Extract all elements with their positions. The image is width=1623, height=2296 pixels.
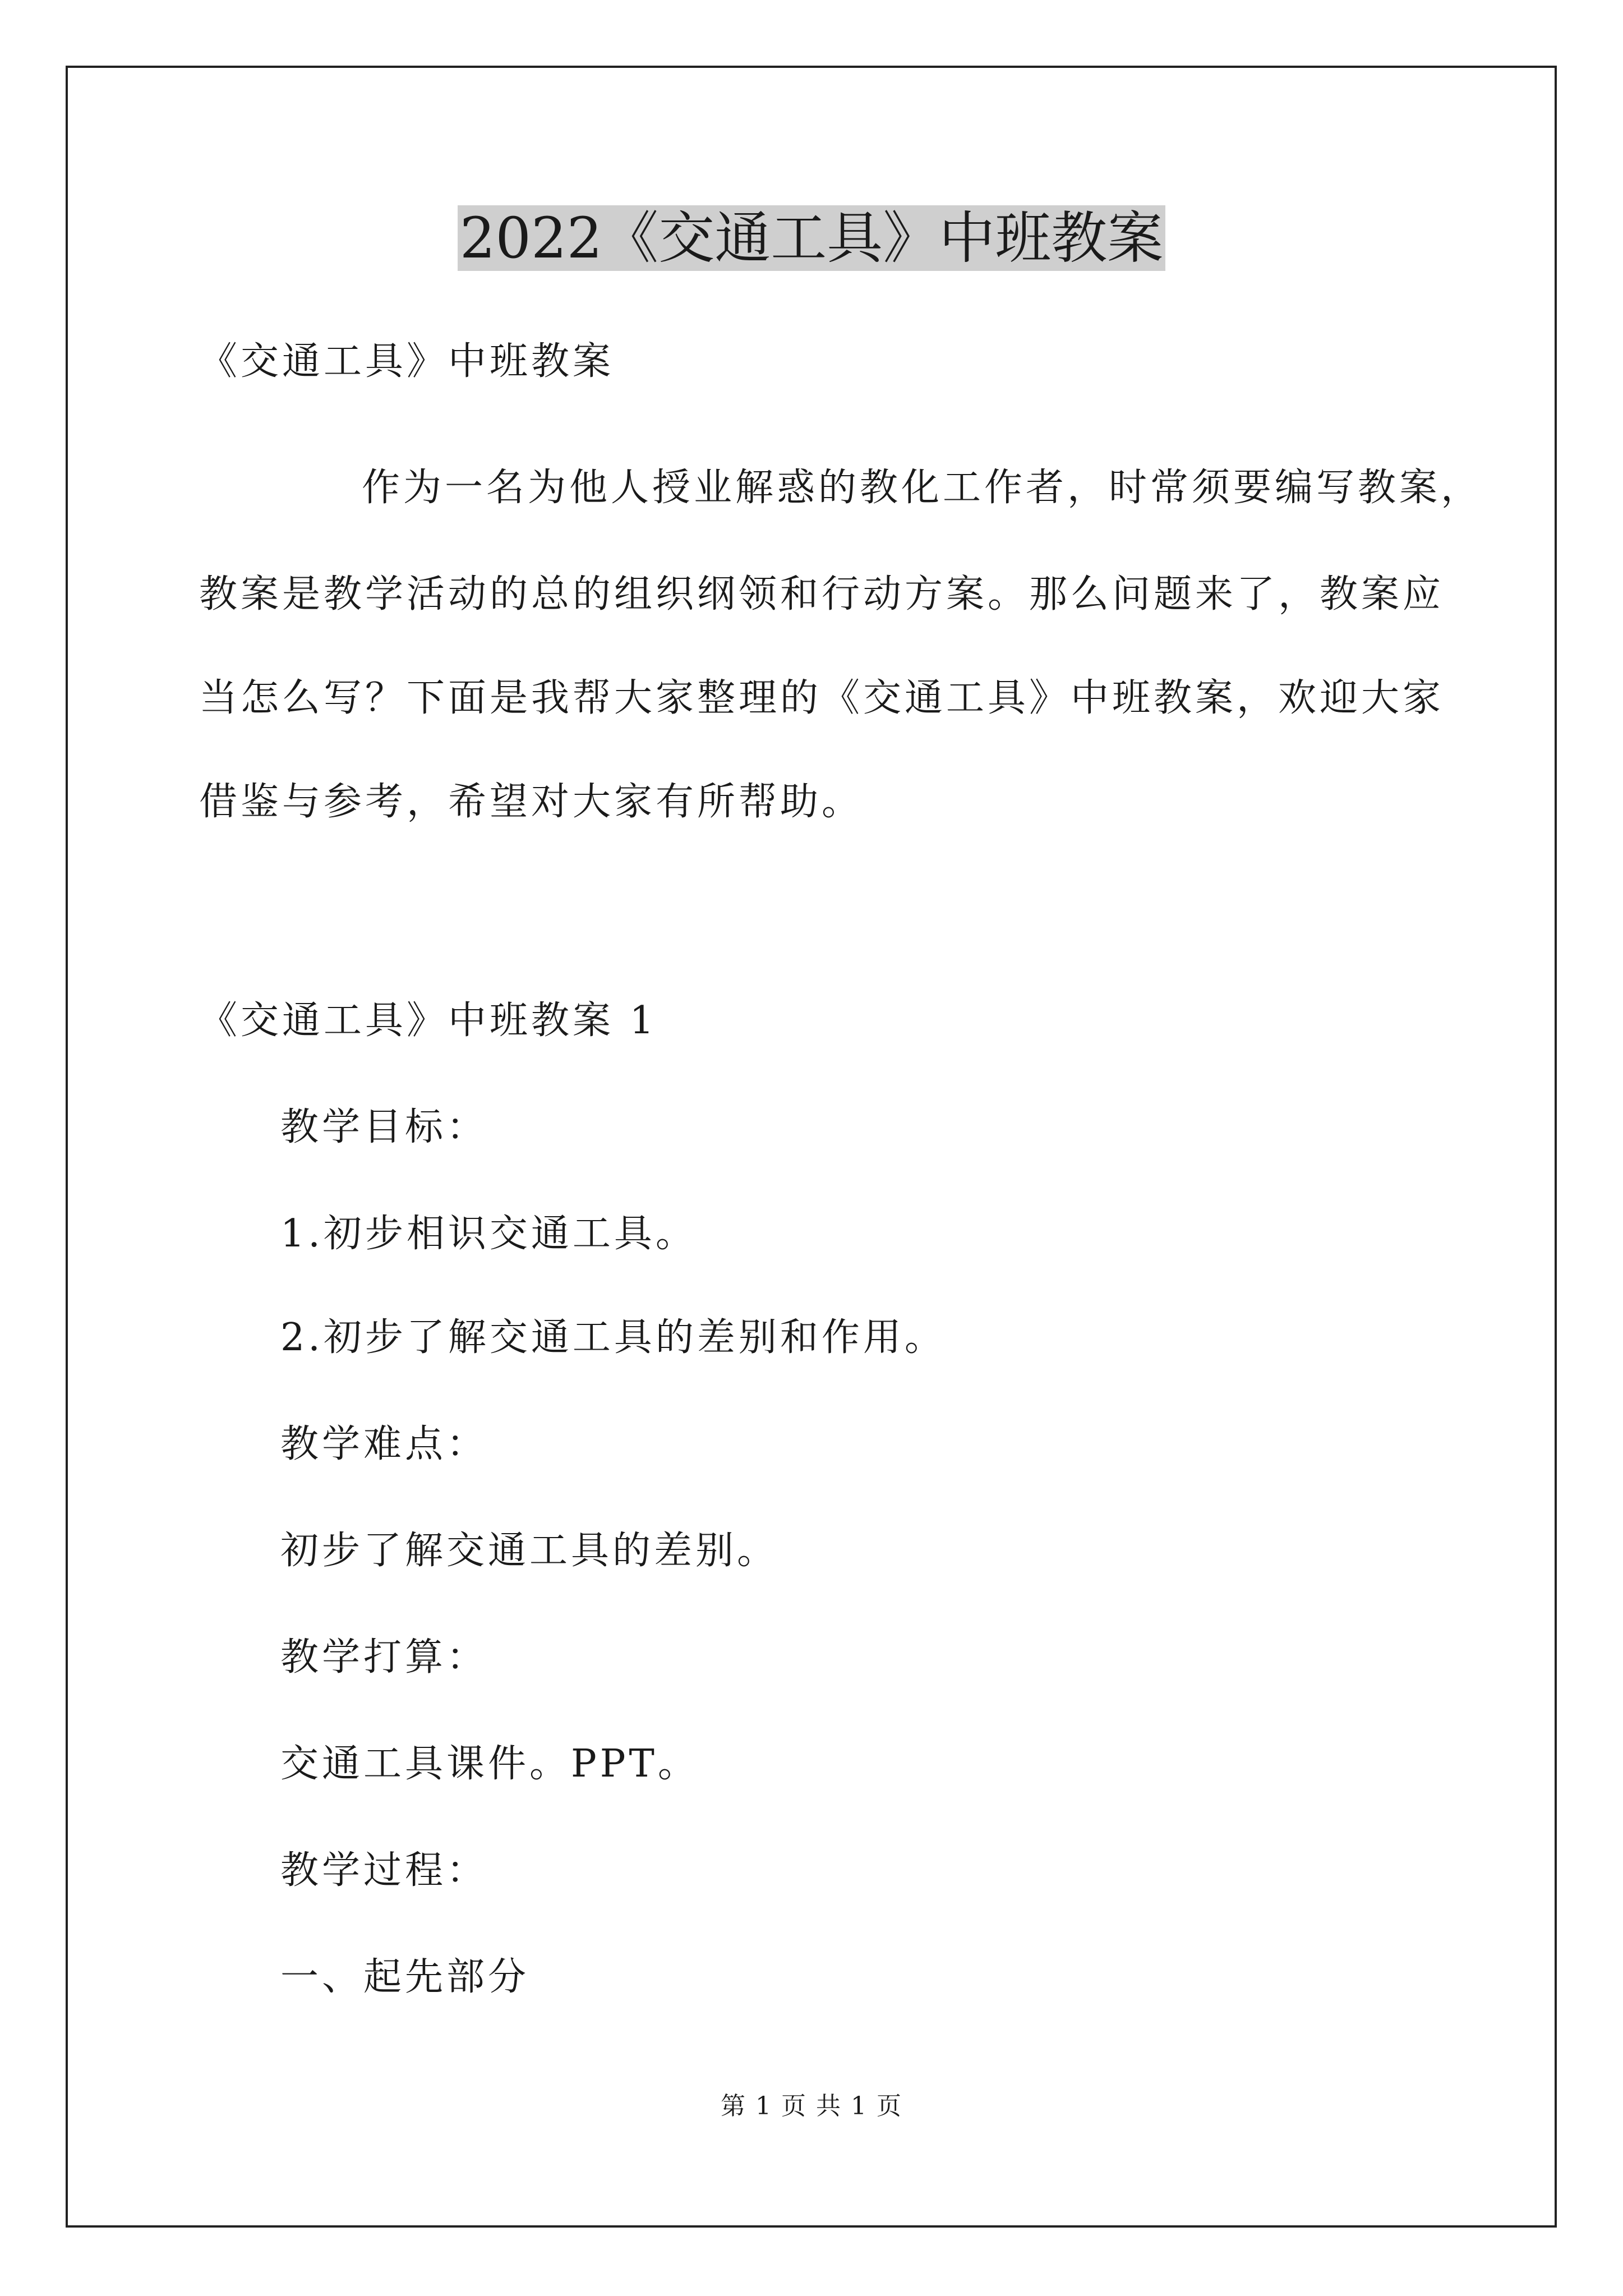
intro-line-3: 当怎么写？下面是我帮大家整理的《交通工具》中班教案，欢迎大家	[199, 676, 1445, 720]
document-title-text: 2022《交通工具》中班教案	[458, 205, 1166, 271]
body-line-6: 教学打算：	[280, 1635, 488, 1680]
body-line-7: 交通工具课件。PPT。	[280, 1742, 699, 1786]
body-line-8: 教学过程：	[280, 1848, 488, 1893]
document-title	[0, 199, 1623, 278]
intro-line-4: 借鉴与参考，希望对大家有所帮助。	[199, 780, 864, 824]
intro-line-1: 作为一名为他人授业解惑的教化工作者，时常须要编写教案，	[362, 466, 1483, 510]
body-line-3: 2.初步了解交通工具的差别和作用。	[280, 1315, 946, 1360]
body-line-1: 教学目标：	[280, 1105, 488, 1149]
page-footer: 第 1 页 共 1 页	[721, 2092, 902, 2120]
document-subtitle: 《交通工具》中班教案	[199, 339, 615, 384]
body-line-2: 1.初步相识交通工具。	[280, 1212, 697, 1256]
body-line-5: 初步了解交通工具的差别。	[280, 1529, 779, 1573]
section-heading: 《交通工具》中班教案 1	[199, 999, 657, 1043]
body-line-4: 教学难点：	[280, 1422, 488, 1466]
body-line-9: 一、起先部分	[280, 1955, 530, 1999]
intro-line-2: 教案是教学活动的总的组织纲领和行动方案。那么问题来了，教案应	[199, 572, 1445, 616]
